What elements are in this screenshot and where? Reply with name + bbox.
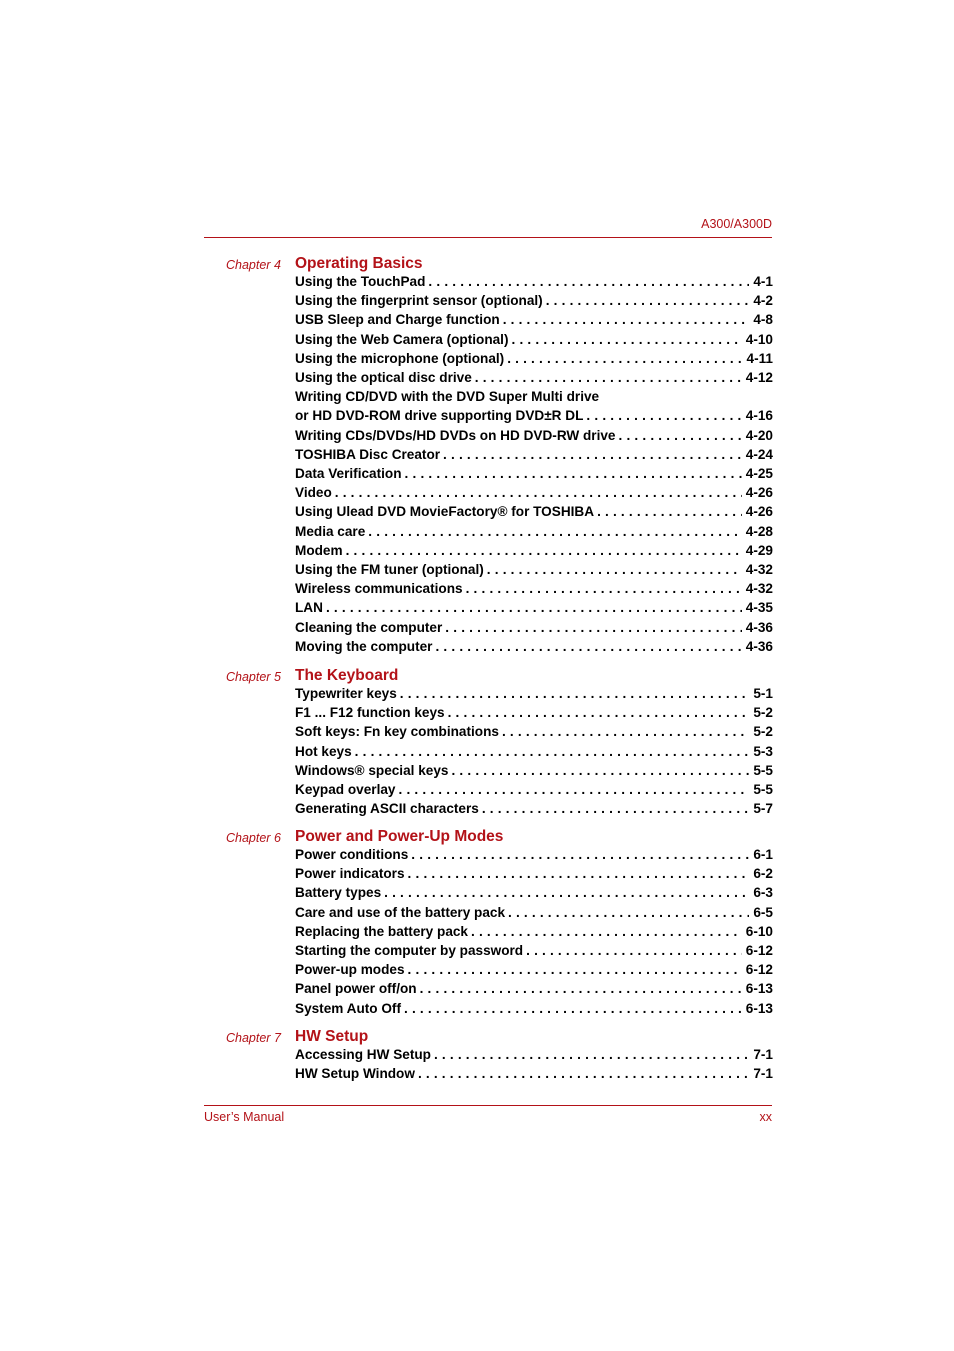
toc-entry[interactable] <box>295 332 773 351</box>
dot-leader <box>619 428 742 443</box>
toc-entry-page: 4-12 <box>745 370 773 385</box>
toc-entry-title: TOSHIBA Disc Creator <box>295 446 441 462</box>
toc-entry-title: Media care <box>295 523 366 539</box>
toc-entry-page: 4-24 <box>745 446 773 462</box>
toc-entry-title: Moving the computer <box>295 638 433 654</box>
dot-leader <box>443 447 742 462</box>
toc-entry[interactable] <box>295 447 773 466</box>
toc-entry-page: 4-10 <box>745 331 773 347</box>
toc-entry-page: 4-26 <box>745 485 773 501</box>
toc-entry-title: Using the microphone (optional) <box>295 350 505 366</box>
toc-entry[interactable] <box>295 543 773 562</box>
toc-entry[interactable] <box>295 408 773 427</box>
toc-entry-title: Writing CDs/DVDs/HD DVDs on HD DVD-RW drive <box>295 427 616 443</box>
toc-entry-page: 4-11 <box>746 350 773 366</box>
toc-entry-title: Keypad overlay <box>295 782 396 797</box>
toc-entry[interactable] <box>295 485 773 504</box>
toc-entry-page: 4-36 <box>745 619 773 635</box>
chapter-title[interactable]: Power and Power-Up Modes <box>295 828 504 845</box>
toc-entry[interactable] <box>295 866 773 885</box>
toc-entry-page: 7-1 <box>753 1066 773 1082</box>
toc-entry-page: 4-36 <box>745 638 773 654</box>
dot-leader <box>546 293 750 308</box>
toc-entry[interactable] <box>295 466 773 485</box>
toc-entry-title: Modem <box>295 542 343 558</box>
toc-entry[interactable] <box>295 293 773 312</box>
toc-entry-title: USB Sleep and Charge function <box>295 312 500 328</box>
footer-rule <box>204 1105 772 1106</box>
toc-entry[interactable] <box>295 744 773 763</box>
dot-leader <box>420 981 742 996</box>
dot-leader <box>508 905 749 920</box>
toc-entry-page: 7-1 <box>753 1047 773 1062</box>
toc-entry-title: Writing CD/DVD with the DVD Super Multi drive <box>295 389 600 405</box>
toc-entry-title: LAN <box>295 600 323 616</box>
toc-entry-title: Using the FM tuner (optional) <box>295 562 484 577</box>
dot-leader <box>418 1066 749 1081</box>
toc-entry-title: Typewriter keys <box>295 686 397 701</box>
chapter-title[interactable]: Operating Basics <box>295 255 423 272</box>
toc-entry-title: Using the Web Camera (optional) <box>295 331 509 347</box>
toc-entry[interactable] <box>295 312 773 331</box>
dot-leader <box>526 943 742 958</box>
toc-entry-title: Windows® special keys <box>295 762 449 778</box>
toc-entry-page: 4-25 <box>745 466 773 481</box>
toc-entry[interactable] <box>295 1066 773 1085</box>
toc-entry-title: Data Verification <box>295 466 402 481</box>
toc-entry-title: System Auto Off <box>295 1000 401 1016</box>
toc-entry-title: Starting the computer by password <box>295 943 524 958</box>
toc-entry[interactable] <box>295 1047 773 1066</box>
toc-entry-page: 4-1 <box>753 274 773 289</box>
toc-entry-page: 4-16 <box>745 408 773 424</box>
toc-entry[interactable] <box>295 639 773 658</box>
toc-entry[interactable] <box>295 763 773 782</box>
toc-entry-page: 6-2 <box>753 866 773 882</box>
toc-entry[interactable] <box>295 981 773 1000</box>
dot-leader <box>408 962 742 977</box>
toc-entry[interactable] <box>295 885 773 904</box>
toc-entry[interactable] <box>295 370 773 389</box>
toc-entry-title: F1 ... F12 function keys <box>295 705 445 721</box>
toc-entry-title: HW Setup Window <box>295 1066 415 1082</box>
toc-entry-page: 4-26 <box>745 504 773 520</box>
toc-entry[interactable] <box>295 581 773 600</box>
toc-entry-page: 4-8 <box>753 312 773 328</box>
dot-leader <box>326 600 742 615</box>
toc-entry-page: 4-2 <box>753 293 773 309</box>
chapter-label: Chapter 6 <box>226 831 281 845</box>
toc-entry[interactable] <box>295 905 773 924</box>
chapter-label: Chapter 7 <box>226 1031 281 1045</box>
toc-entry[interactable] <box>295 562 773 581</box>
dot-leader <box>434 1047 749 1062</box>
toc-entry[interactable] <box>295 620 773 639</box>
toc-entry-page: 5-7 <box>753 801 773 817</box>
toc-entry[interactable] <box>295 274 773 293</box>
toc-entry[interactable] <box>295 524 773 543</box>
toc-entry[interactable] <box>295 351 773 370</box>
chapter-label: Chapter 4 <box>226 258 281 272</box>
toc-entry-title: Battery types <box>295 885 382 901</box>
toc-entry[interactable] <box>295 847 773 866</box>
toc-entry-title: Accessing HW Setup <box>295 1047 431 1062</box>
dot-leader <box>471 924 742 939</box>
toc-entry-title: Video <box>295 485 332 501</box>
dot-leader <box>502 724 749 739</box>
dot-leader <box>487 562 742 577</box>
toc-entry-page: 4-32 <box>745 581 773 597</box>
toc-entry-page: 4-29 <box>745 542 773 558</box>
dot-leader <box>512 332 742 347</box>
toc-entry-title: Power-up modes <box>295 962 405 978</box>
toc-entry[interactable] <box>295 705 773 724</box>
toc-entry-title: Generating ASCII characters <box>295 801 479 817</box>
dot-leader <box>408 866 750 881</box>
dot-leader <box>448 705 750 720</box>
toc-entry-title: Using the TouchPad <box>295 274 426 289</box>
toc-entry-title: Care and use of the battery pack <box>295 904 506 920</box>
dot-leader <box>597 504 742 519</box>
toc-entry[interactable] <box>295 724 773 743</box>
dot-leader <box>428 274 749 289</box>
toc-entry-title: Panel power off/on <box>295 981 417 997</box>
toc-entry-title: Using Ulead DVD MovieFactory® for TOSHIBA <box>295 504 595 520</box>
chapter-title[interactable]: The Keyboard <box>295 667 399 684</box>
toc-entry[interactable] <box>295 1001 773 1020</box>
dot-leader <box>586 408 741 423</box>
toc-entry-page: 6-13 <box>745 1000 773 1016</box>
toc-entry[interactable] <box>295 943 773 962</box>
toc-entry-page: 4-32 <box>745 562 773 577</box>
footer-page-number: xx <box>759 1110 772 1124</box>
toc-entry-title: Cleaning the computer <box>295 619 443 635</box>
toc-entry-title: Wireless communications <box>295 581 463 597</box>
dot-leader <box>405 466 742 481</box>
toc-entry-title: or HD DVD-ROM drive supporting DVD±R DL <box>295 408 584 424</box>
dot-leader <box>503 312 750 327</box>
toc-entry-page: 4-20 <box>745 427 773 443</box>
toc-entry[interactable] <box>295 600 773 619</box>
dot-leader <box>507 351 742 366</box>
dot-leader <box>399 782 750 797</box>
dot-leader <box>411 847 749 862</box>
dot-leader <box>355 744 750 759</box>
toc-entry[interactable] <box>295 389 773 408</box>
dot-leader <box>400 686 750 701</box>
dot-leader <box>384 885 749 900</box>
toc-entry-title: Power indicators <box>295 866 405 882</box>
toc-entry-page: 5-1 <box>753 686 773 701</box>
toc-entry-page: 5-5 <box>753 762 773 778</box>
dot-leader <box>435 639 741 654</box>
toc-entry[interactable] <box>295 962 773 981</box>
toc-entry[interactable] <box>295 504 773 523</box>
toc-entry-title: Using the fingerprint sensor (optional) <box>295 293 543 309</box>
toc-entry-title: Hot keys <box>295 743 352 759</box>
toc-entry-page: 5-3 <box>753 743 773 759</box>
dot-leader <box>404 1001 742 1016</box>
toc-entry[interactable] <box>295 801 773 820</box>
toc-entry-page: 6-12 <box>745 962 773 978</box>
toc-entry-title: Using the optical disc drive <box>295 370 472 385</box>
header-model: A300/A300D <box>701 217 772 231</box>
toc-entry-page: 5-2 <box>753 705 773 721</box>
dot-leader <box>482 801 750 816</box>
dot-leader <box>335 485 742 500</box>
toc-entry-page: 6-12 <box>745 943 773 958</box>
toc-entry[interactable] <box>295 428 773 447</box>
dot-leader <box>475 370 742 385</box>
toc-entry-page: 6-10 <box>745 923 773 939</box>
header-rule <box>204 237 772 238</box>
toc-entry-page: 5-2 <box>753 724 773 740</box>
toc-entry[interactable] <box>295 686 773 705</box>
dot-leader <box>445 620 742 635</box>
dot-leader <box>346 543 742 558</box>
toc-entry-page: 6-3 <box>753 885 773 901</box>
footer-manual-label: User’s Manual <box>204 1110 285 1124</box>
toc-entry-page: 6-1 <box>753 847 773 862</box>
toc-entry-title: Replacing the battery pack <box>295 923 468 939</box>
toc-entry-page: 5-5 <box>753 782 773 797</box>
toc-entry-page: 6-5 <box>753 904 773 920</box>
toc-entry-page: 6-13 <box>745 981 773 997</box>
toc-entry[interactable] <box>295 782 773 801</box>
toc-entry-title: Power conditions <box>295 847 409 862</box>
toc-entry-title: Soft keys: Fn key combinations <box>295 724 499 740</box>
dot-leader <box>368 524 742 539</box>
dot-leader <box>466 581 742 596</box>
dot-leader <box>451 763 749 778</box>
toc-entry[interactable] <box>295 924 773 943</box>
toc-entry-page: 4-28 <box>745 523 773 539</box>
chapter-title[interactable]: HW Setup <box>295 1028 369 1045</box>
toc-entry-page: 4-35 <box>745 600 773 616</box>
chapter-label: Chapter 5 <box>226 670 281 684</box>
